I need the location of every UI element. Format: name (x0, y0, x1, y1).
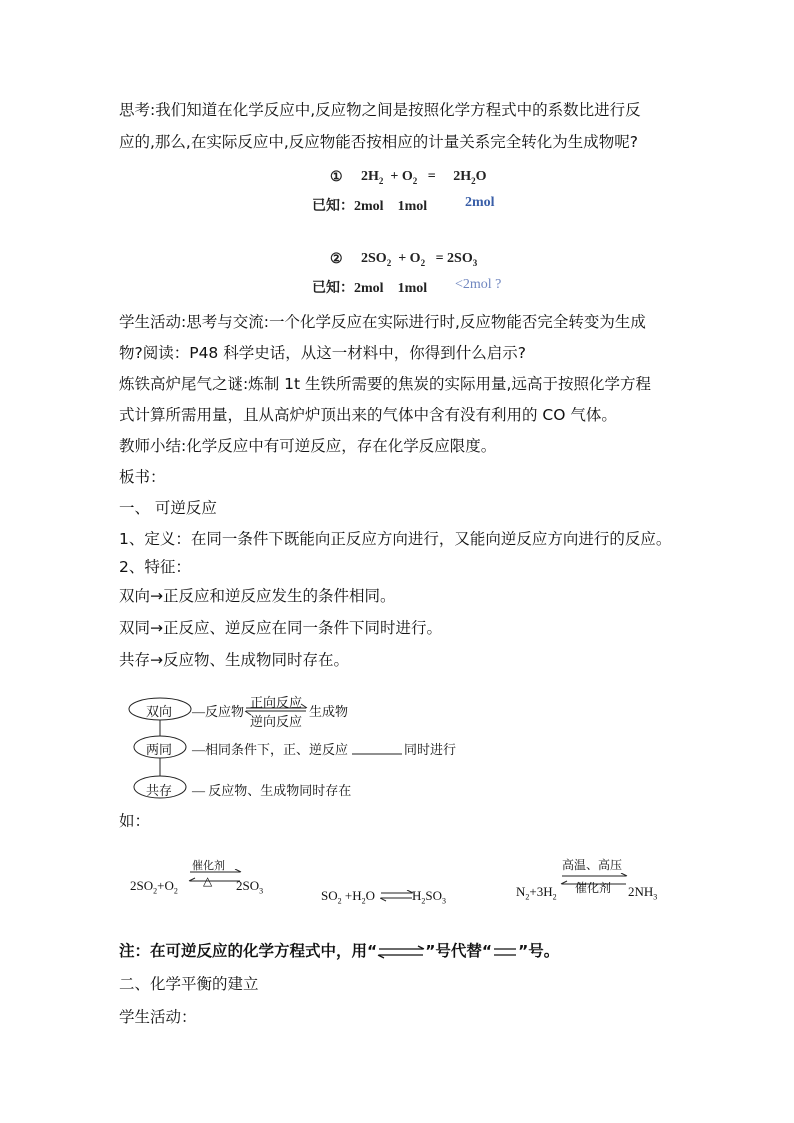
intro-line-2: 应的,那么,在实际反应中,反应物能否按相应的计量关系完全转化为生成物呢? (119, 133, 639, 151)
section-1-heading: 一、 可逆反应 (119, 499, 217, 517)
ex3-product: $2NH_3$ (628, 884, 658, 902)
equals-symbol (492, 945, 518, 959)
eq2-known: 已知：2mol 1mol (312, 281, 428, 296)
paragraph-3: 炼铁高炉尾气之谜:炼制 1t 生铁所需要的焦炭的实际用量,远高于按照化学方程 (119, 375, 651, 393)
definition: 1、定义：在同一条件下既能向正反应方向进行，又能向逆反应方向进行的反应。 (119, 530, 672, 548)
ex2-reactants: $SO_2 +H_2O$ (321, 888, 375, 906)
ex2-arrows (380, 890, 414, 902)
paragraph-2: 物?阅读：P48 科学史话，从这一材料中，你得到什么启示? (119, 344, 526, 362)
ex1-product: $2SO_3$ (236, 878, 264, 896)
ex1-heat: △ (203, 874, 213, 888)
intro-line-1: 思考:我们知道在化学反应中,反应物之间是按照化学方程式中的系数比进行反 (119, 101, 641, 119)
ex3-cond-bottom: 催化剂 (575, 881, 612, 895)
ex3-cond-top: 高温、高压 (562, 858, 623, 872)
node-1-label: 双向 (146, 704, 173, 719)
note-line (119, 941, 559, 961)
eq1-amount-product: 2mol (465, 195, 495, 210)
eq1-index: ① (330, 170, 343, 185)
note-text-c: ”号。 (518, 942, 560, 960)
feature-3: 共存→反应物、生成物同时存在。 (119, 651, 349, 669)
student-activity: 学生活动： (119, 1008, 197, 1026)
node-2-label: 两同 (146, 742, 173, 757)
row-2-suffix: 同时进行 (404, 742, 457, 757)
reversible-arrow-symbol (377, 945, 425, 959)
paragraph-1: 学生活动:思考与交流:一个化学反应在实际进行时,反应物能否完全转变为生成 (119, 313, 646, 331)
row-1-suffix: 生成物 (309, 704, 349, 719)
row-1-reverse: 逆向反应 (250, 714, 303, 729)
eq2-index: ② (330, 252, 343, 267)
row-2-text: —相同条件下，正、逆反应 (192, 742, 349, 757)
eq2-amount-product: <2mol ? (455, 277, 502, 292)
paragraph-6: 板书： (119, 468, 166, 486)
eq1-formula: $2H_2 + O_2$ = $2H_2O$ (361, 169, 487, 186)
eq1-known: 已知：2mol 1mol (312, 199, 428, 214)
paragraph-4: 式计算所需用量，且从高炉炉顶出来的气体中含有没有利用的 CO 气体。 (119, 406, 617, 424)
ex2-product: $H_2SO_3$ (412, 888, 447, 906)
section-2-heading: 二、化学平衡的建立 (119, 975, 259, 993)
note-text-a: 注：在可逆反应的化学方程式中，用“ (119, 942, 378, 960)
row-1-prefix: —反应物 (192, 704, 245, 719)
eq2-formula: $2SO_2 + O_2$ = $2SO_3$ (361, 251, 478, 268)
ex3-reactants: $N_2+3H_2$ (516, 884, 557, 902)
row-1-forward: 正向反应 (250, 695, 303, 710)
row-3-text: — 反应物、生成物同时存在 (192, 783, 352, 798)
ex1-reactants: $2SO_2+O_2$ (130, 878, 178, 896)
example-label: 如： (119, 812, 151, 830)
node-3-label: 共存 (146, 783, 173, 798)
paragraph-5: 教师小结:化学反应中有可逆反应，存在化学反应限度。 (119, 437, 497, 455)
ex1-arrows (188, 869, 243, 883)
feature-1: 双向→正反应和逆反应发生的条件相同。 (119, 587, 396, 605)
feature-heading: 2、特征： (119, 558, 191, 576)
feature-2: 双同→正反应、逆反应在同一条件下同时进行。 (119, 619, 442, 637)
note-text-b: ”号代替“ (425, 942, 493, 960)
ex1-catalyst: 催化剂 (192, 860, 225, 872)
